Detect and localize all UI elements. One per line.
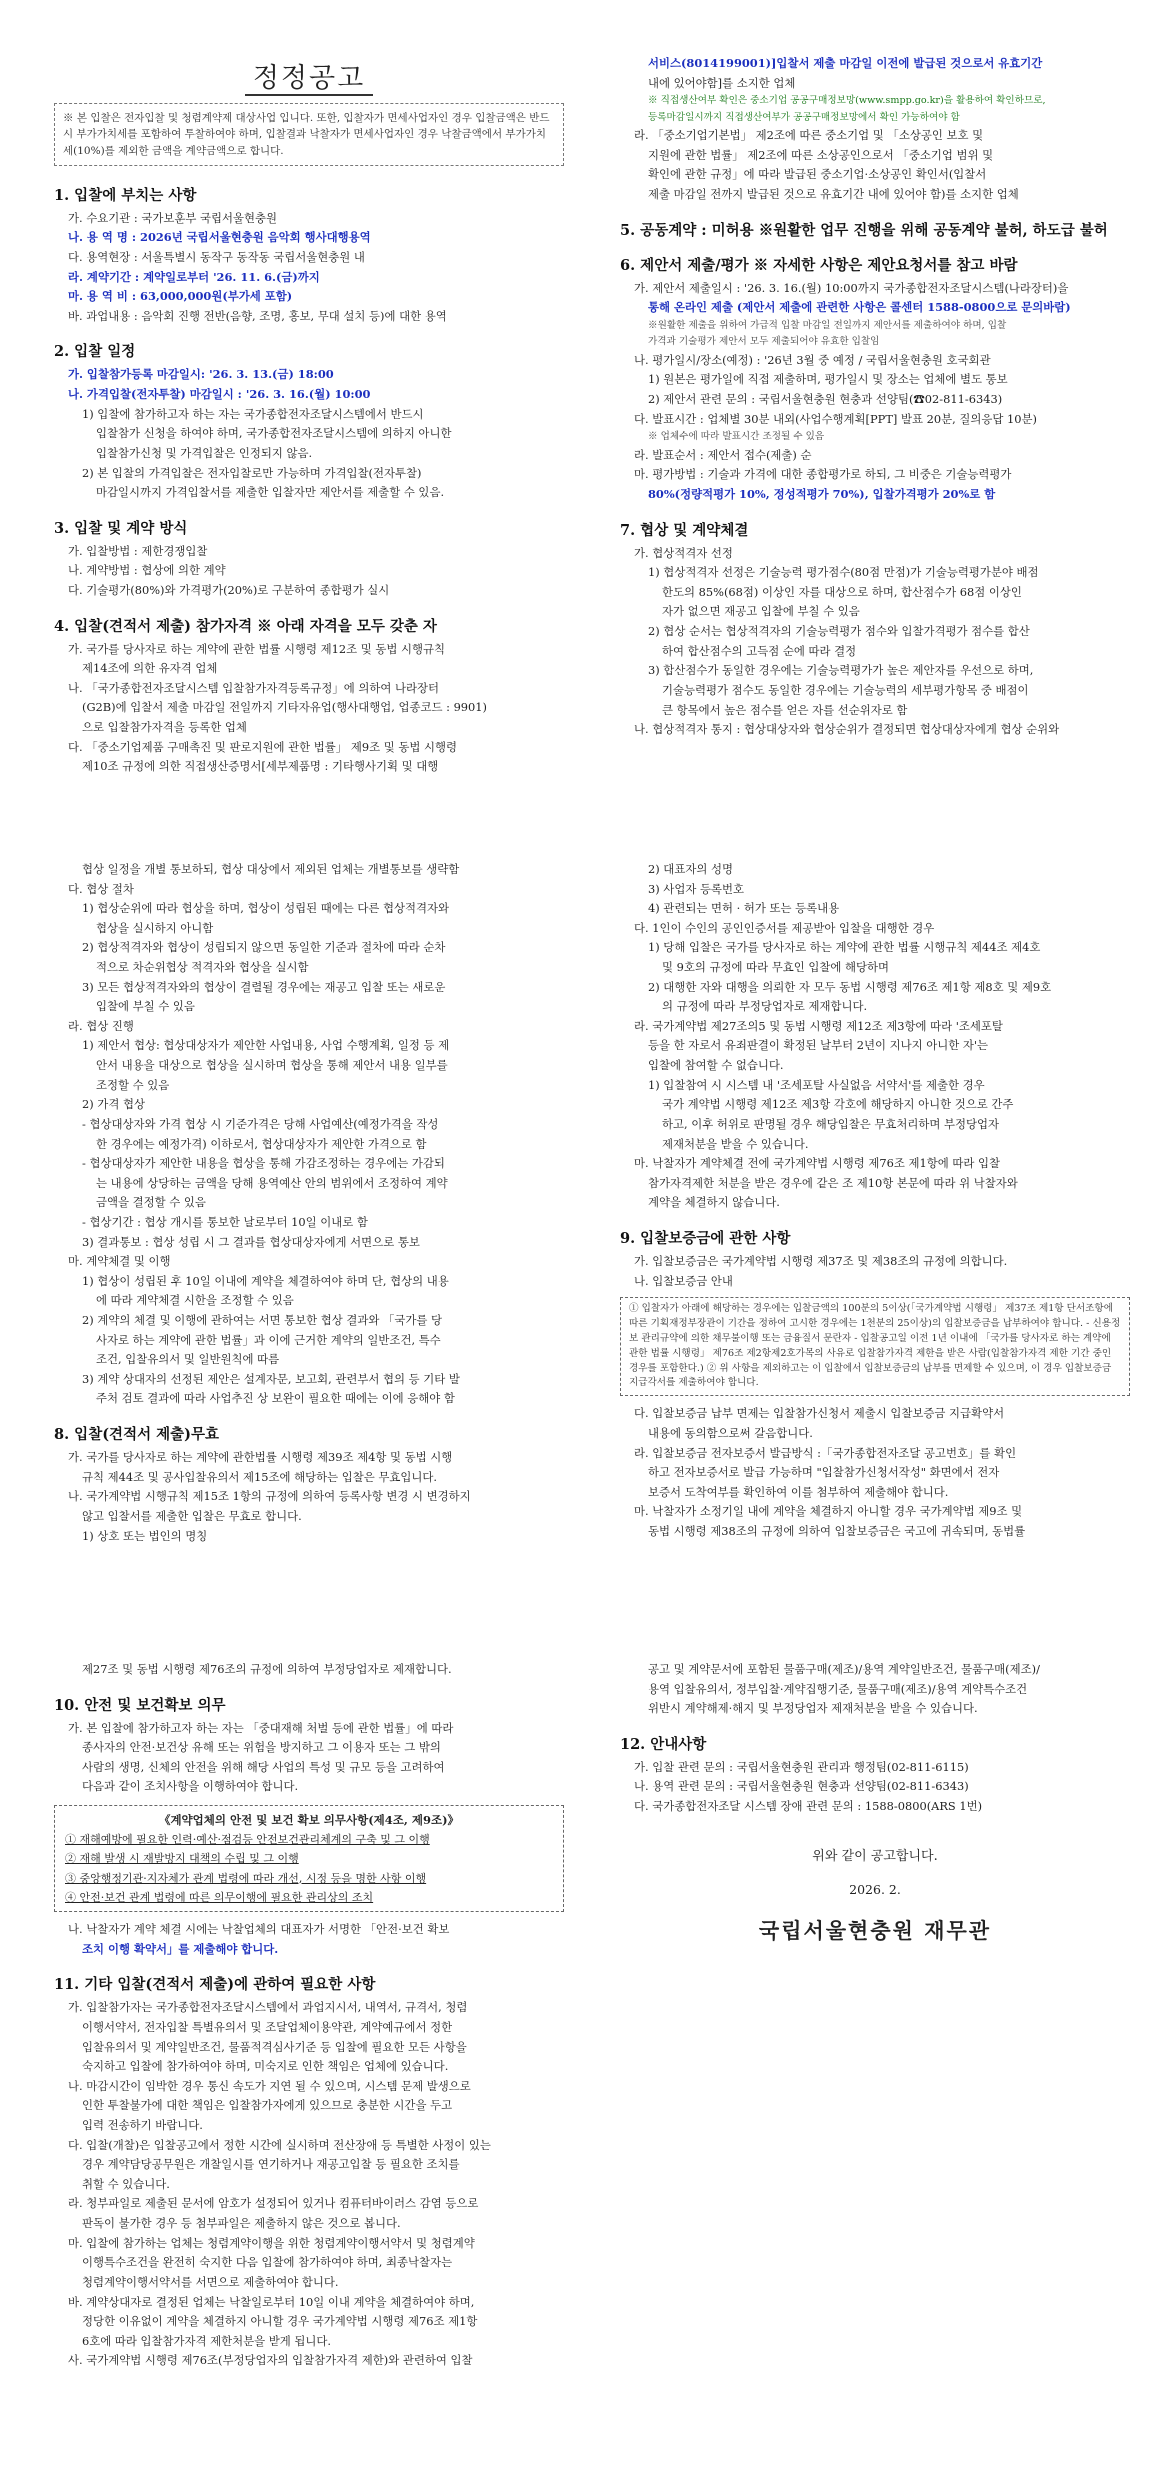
text-line: 사람의 생명, 신체의 안전을 위해 해당 사업의 특성 및 규모 등을 고려하여 bbox=[82, 1759, 445, 1774]
text-line: 나. 마감시간이 임박한 경우 통신 속도가 지연 될 수 있으며, 시스템 문제 발생으로 bbox=[68, 2078, 471, 2093]
p1-right-content bbox=[620, 54, 1130, 740]
section-heading: 9. 입찰보증금에 관한 사항 bbox=[620, 1229, 791, 1247]
section-heading: 6. 제안서 제출/평가 ※ 자세한 사항은 제안요청서를 참고 바람 bbox=[620, 256, 1018, 274]
bid-bond-info-box: ① 입찰자가 아래에 해당하는 경우에는 입찰금액의 100분의 5이상(「국가계약법 시행령」 제37조 제1항 단서조항에 따른 기획재정부장관이 기간을 정하여 고시한 경우에는 1천분의 25이상)의 입찰보증금을 납부하여야 합니다. - 신용정보 관리규약에 의한 채무불이행 또는 금융질서 문란자 - 입찰공고일 이전 1년 이내에 「국가를 당사자로 하는 계약에 관한 법률 시행령」 제76조 제2항제2호가목의 사유로 입찰참가자격 제한을 받은 사람(입찰참가자격 제한 기간 중인 경우를 포함한다.) ② 위 사항을 제외하고는 이 입찰에서 입찰보증금의 납부를 면제할 수 있으며, 이 경우 입찰보증금 지급각서를 제출하여야 합니다. bbox=[620, 1297, 1130, 1396]
text-line: 입력 전송하기 바랍니다. bbox=[82, 2118, 203, 2133]
text-line: 나. 용역 관련 문의 : 국립서울현충원 현충과 선양팀(02-811-6343) bbox=[634, 1779, 969, 1794]
text-line: 4) 관련되는 면허 · 허가 또는 등록내용 bbox=[648, 901, 840, 916]
text-line: 참가자격제한 처분을 받은 경우에 같은 조 제10항 본문에 따라 위 낙찰자와 bbox=[648, 1175, 1018, 1190]
section-heading: 1. 입찰에 부치는 사항 bbox=[54, 186, 197, 204]
text-line: 다. 「중소기업제품 구매촉진 및 판로지원에 관한 법률」 제9조 및 동법 시행령 bbox=[68, 739, 457, 754]
text-line: 1) 당해 입찰은 국가를 당사자로 하는 계약에 관한 법률 시행규칙 제44조 제4호 bbox=[648, 940, 1041, 955]
text-line: 2) 협상 순서는 협상적격자의 기술능력평가 점수와 입찰가격평가 점수를 합산 bbox=[648, 624, 1030, 639]
text-line: 협상 일정을 개별 통보하되, 협상 대상에서 제외된 업체는 개별통보를 생략함 bbox=[82, 862, 460, 876]
text-line: 1) 입찰에 참가하고자 하는 자는 국가종합전자조달시스템에서 반드시 bbox=[82, 406, 424, 421]
page-3-left-column bbox=[54, 1660, 564, 2371]
text-line: 라. 국가계약법 제27조의5 및 동법 시행령 제12조 제3항에 따라 '조세포탈 bbox=[634, 1018, 1003, 1033]
text-line: 입찰참가 신청을 하여야 하며, 국가종합전자조달시스템에 의하지 아니한 bbox=[96, 426, 452, 441]
text-line: ※ 직접생산여부 확인은 중소기업 공공구매정보망(www.smpp.go.kr)을 활용하여 확인하므로, bbox=[648, 95, 1046, 107]
safety-duty-box bbox=[54, 1805, 564, 1912]
text-line: 3) 결과통보 : 협상 성립 시 그 결과를 협상대상자에게 서면으로 통보 bbox=[82, 1234, 420, 1249]
text-line: 6호에 따라 입찰참가자격 제한처분을 받게 됩니다. bbox=[82, 2333, 332, 2348]
section-heading: 2. 입찰 일정 bbox=[54, 343, 136, 361]
p1-left-content bbox=[54, 184, 564, 777]
page-2-left-column bbox=[54, 860, 564, 1546]
text-line: 나. 협상적격자 통지 : 협상대상자와 협상순위가 결정되면 협상대상자에게 협상 순위와 bbox=[634, 722, 1060, 737]
text-line: 입찰에 부칠 수 있음 bbox=[96, 999, 195, 1014]
p3-right-content bbox=[620, 1660, 1130, 1817]
text-line: 인한 투찰불가에 대한 책임은 입찰참가자에게 있으므로 충분한 시간을 두고 bbox=[82, 2098, 453, 2113]
text-line: 다. 발표시간 : 업체별 30분 내외(사업수행계획[PPT] 발표 20분, 질의응답 10분) bbox=[634, 411, 1037, 426]
text-line: 이행서약서, 전자입찰 특별유의서 및 조달업체이용약관, 계약예규에서 정한 bbox=[82, 2020, 453, 2034]
text-line: 내에 있어야함]를 소지한 업체 bbox=[648, 75, 796, 90]
text-line: 지원에 관한 법률」 제2조에 따른 소상공인으로서 「중소기업 범위 및 bbox=[648, 147, 994, 162]
section-heading: 10. 안전 및 보건확보 의무 bbox=[54, 1696, 226, 1714]
text-line: 등을 한 자로서 유죄판결이 확정된 날부터 2년이 지나지 아니한 자'는 bbox=[648, 1038, 989, 1053]
text-line: 1) 협상순위에 따라 협상을 하며, 협상이 성립된 때에는 다른 협상적격자와 bbox=[82, 901, 449, 916]
safety-duty-item: ① 재해예방에 필요한 인력·예산·점검등 안전보건관리체계의 구축 및 그 이행 bbox=[65, 1833, 430, 1847]
text-line: 종사자의 안전·보건상 유해 또는 위험을 방지하고 그 이용자 또는 그 밖의 bbox=[82, 1740, 441, 1755]
text-line: 적으로 차순위협상 적격자와 협상을 실시함 bbox=[96, 960, 309, 975]
text-line: 한 경우에는 예정가격) 이하로서, 협상대상자가 제안한 가격으로 함 bbox=[96, 1136, 427, 1151]
text-line: 입찰참가신청 및 가격입찰은 인정되지 않음. bbox=[96, 445, 313, 460]
text-line: 하여 합산점수의 고득점 순에 따라 결정 bbox=[662, 643, 857, 658]
text-line: 내용에 동의함으로써 갈음합니다. bbox=[648, 1425, 813, 1440]
text-line: 판독이 불가한 경우 등 첨부파일은 제출하지 않은 것으로 봅니다. bbox=[82, 2216, 401, 2231]
section-heading: 4. 입찰(견적서 제출) 참가자격 ※ 아래 자격을 모두 갖춘 자 bbox=[54, 617, 437, 635]
text-line: 나. 가격입찰(전자투찰) 마감일시 : '26. 3. 16.(월) 10:00 bbox=[68, 387, 371, 402]
text-line: 1) 상호 또는 법인의 명칭 bbox=[82, 1528, 208, 1543]
text-line: 큰 항목에서 높은 점수를 얻은 자를 선순위자로 함 bbox=[662, 702, 908, 717]
text-line: 다. 국가종합전자조달 시스템 장애 관련 문의 : 1588-0800(ARS 1번) bbox=[634, 1799, 983, 1814]
text-line: 나. 용 역 명 : 2026년 국립서울현충원 음악회 행사대행용역 bbox=[68, 230, 371, 245]
text-line: 정당한 이유없이 계약을 체결하지 아니할 경우 국가계약법 시행령 제76조 제1항 bbox=[82, 2314, 478, 2329]
section-heading: 5. 공동계약 : 미허용 ※원활한 업무 진행을 위해 공동계약 불허, 하도급 불허 bbox=[620, 221, 1108, 239]
section-heading: 3. 입찰 및 계약 방식 bbox=[54, 519, 188, 537]
text-line: 는 내용에 상당하는 금액을 당해 용역예산 안의 범위에서 조정하여 계약 bbox=[96, 1175, 448, 1190]
text-line: 1) 협상이 성립된 후 10일 이내에 계약을 체결하여야 하며 단, 협상의 내용 bbox=[82, 1273, 449, 1288]
text-line: 1) 입찰참여 시 시스템 내 '조세포탈 사실없음 서약서'를 제출한 경우 bbox=[648, 1077, 985, 1092]
page-3-right-column bbox=[620, 1660, 1130, 1945]
text-line: 2) 대표자의 성명 bbox=[648, 862, 733, 876]
text-line: 자가 없으면 재공고 입찰에 부칠 수 있음 bbox=[662, 604, 860, 619]
text-line: 가. 입찰참가등록 마감일시: '26. 3. 13.(금) 18:00 bbox=[68, 367, 334, 382]
section-heading: 11. 기타 입찰(견적서 제출)에 관하여 필요한 사항 bbox=[54, 1976, 376, 1994]
text-line: 제14조에 의한 유자격 업체 bbox=[82, 661, 218, 676]
text-line: 가. 국가를 당사자로 하는 계약에 관한 법률 시행령 제12조 및 동법 시행규칙 bbox=[68, 641, 446, 656]
text-line: 으로 입찰참가자격을 등록한 업체 bbox=[82, 719, 247, 734]
text-line: (G2B)에 입찰서 제출 마감일 전일까지 기타자유업(행사대행업, 업종코드 : 9901) bbox=[82, 700, 487, 715]
text-line: 마. 입찰에 참가하는 업체는 청렴계약이행을 위한 청렴계약이행서약서 및 청렴계약 bbox=[68, 2235, 475, 2250]
text-line: 제출 마감일 전까지 발급된 것으로 유효기간 내에 있어야 함)를 소지한 업체 bbox=[648, 187, 1019, 202]
text-line: ※ 업체수에 따라 발표시간 조정될 수 있음 bbox=[648, 431, 825, 443]
text-line: 제10조 규정에 의한 직접생산증명서[세부제품명 : 기타행사기획 및 대행 bbox=[82, 759, 439, 774]
text-line: 다음과 같이 조치사항을 이행하여야 합니다. bbox=[82, 1779, 299, 1794]
text-line: 마. 용 역 비 : 63,000,000원(부가세 포함) bbox=[68, 289, 293, 304]
text-line: 취할 수 있습니다. bbox=[82, 2176, 170, 2191]
text-line: 라. 계약기간 : 계약일로부터 '26. 11. 6.(금)까지 bbox=[68, 269, 320, 284]
text-line: 나. 낙찰자가 계약 체결 시에는 낙찰업체의 대표자가 서명한 「안전·보건 확보 bbox=[68, 1922, 450, 1937]
text-line: 라. 입찰보증금 전자보증서 발급방식 :「국가종합전자조달 공고번호」를 확인 bbox=[634, 1445, 1017, 1460]
text-line: 숙지하고 입찰에 참가하여야 하며, 미숙지로 인한 책임은 업체에 있습니다. bbox=[82, 2059, 449, 2074]
text-line: 다. 기술평가(80%)와 가격평가(20%)로 구분하여 종합평가 실시 bbox=[68, 582, 390, 597]
text-line: 80%(정량적평가 10%, 정성적평가 70%), 입찰가격평가 20%로 함 bbox=[648, 487, 996, 502]
p3-left-content bbox=[54, 1660, 564, 2371]
text-line: 1) 제안서 협상: 협상대상자가 제안한 사업내용, 사업 수행계획, 일정 등 제 bbox=[82, 1038, 450, 1053]
p2-right-content bbox=[620, 860, 1130, 1542]
text-line: 한도의 85%(68점) 이상인 자를 대상으로 하며, 합산점수가 68점 이상인 bbox=[662, 584, 1022, 599]
text-line: 가. 입찰참가자는 국가종합전자조달시스템에서 과업지시서, 내역서, 규격서, 청렴 bbox=[68, 2000, 468, 2015]
text-line: 나. 평가일시/장소(예정) : '26년 3월 중 예정 / 국립서울현충원 호국회관 bbox=[634, 352, 991, 367]
text-line: 위반시 계약해제·해지 및 부정당업자 제재처분을 받을 수 있습니다. bbox=[648, 1701, 978, 1716]
text-line: ※원활한 제출을 위하여 가급적 입찰 마감일 전일까지 제안서를 제출하여야 하며, 입찰 bbox=[648, 319, 1007, 331]
text-line: 나. 계약방법 : 협상에 의한 계약 bbox=[68, 563, 226, 578]
text-line: 나. 「국가종합전자조달시스템 입찰참가자격등록규정」에 의하여 나라장터 bbox=[68, 680, 439, 695]
text-line: 1) 원본은 평가일에 직접 제출하며, 평가일시 및 장소는 업체에 별도 통보 bbox=[648, 372, 1008, 387]
text-line: 다. 입찰보증금 납부 면제는 입찰참가신청서 제출시 입찰보증금 지급확약서 bbox=[634, 1406, 1005, 1421]
text-line: 공고 및 계약문서에 포함된 물품구매(제조)/용역 계약일반조건, 물품구매(제조)/ bbox=[648, 1662, 1040, 1676]
text-line: - 협상대상자와 가격 협상 시 기준가격은 당해 사업예산(예정가격을 작성 bbox=[82, 1116, 439, 1131]
text-line: 2) 협상적격자와 협상이 성립되지 않으면 동일한 기준과 절차에 따라 순차 bbox=[82, 940, 446, 955]
text-line: 가격과 기술평가 제안서 모두 제출되어야 유효한 입찰임 bbox=[648, 336, 880, 348]
text-line: 라. 청부파일로 제출된 문서에 암호가 설정되어 있거나 컴퓨터바이러스 감염 등으로 bbox=[68, 2196, 479, 2211]
text-line: 협상을 실시하지 아니함 bbox=[96, 920, 214, 935]
notice-box: ※ 본 입찰은 전자입찰 및 청렴계약제 대상사업 입니다. 또한, 입찰자가 면세사업자인 경우 입찰금액은 반드시 부가가치세를 포함하여 투찰하여야 하며, 입찰결과 낙찰자가 면세사업자인 경우 낙찰금액에서 부가가치세(10%)를 제외한 금액을 계약금액으로 합니다. bbox=[54, 103, 564, 166]
section-heading: 8. 입찰(견적서 제출)무효 bbox=[54, 1426, 220, 1444]
text-line: 안서 내용을 대상으로 협상을 실시하며 협상을 통해 제안서 내용 일부를 bbox=[96, 1058, 448, 1073]
page-3 bbox=[0, 1660, 1168, 2478]
text-line: 가. 입찰방법 : 제한경쟁입찰 bbox=[68, 543, 208, 558]
text-line: 조건, 입찰유의서 및 일반원칙에 따름 bbox=[96, 1352, 280, 1367]
text-line: 3) 사업자 등록번호 bbox=[648, 881, 744, 896]
text-line: 규칙 제44조 및 공사입찰유의서 제15조에 해당하는 입찰은 무효입니다. bbox=[82, 1469, 438, 1484]
text-line: 나. 국가계약법 시행규칙 제15조 1항의 규정에 의하여 등록사항 변경 시 변경하지 bbox=[68, 1489, 471, 1504]
text-line: 사자로 하는 계약에 관한 법률」과 이에 근거한 계약의 일반조건, 특수 bbox=[96, 1332, 441, 1347]
text-line: 제재처분을 받을 수 있습니다. bbox=[662, 1136, 809, 1151]
text-line: 조치 이행 확약서」를 제출해야 합니다. bbox=[82, 1941, 279, 1956]
section-heading: 7. 협상 및 계약체결 bbox=[620, 521, 749, 539]
text-line: 이행특수조건을 완전히 숙지한 다음 입찰에 참가하여야 하며, 최종낙찰자는 bbox=[82, 2255, 453, 2270]
text-line: 2) 제안서 관련 문의 : 국립서울현충원 현충과 선양팀(☎02-811-6343) bbox=[648, 392, 1003, 407]
text-line: 조정할 수 있음 bbox=[96, 1077, 170, 1092]
p2-left-content bbox=[54, 860, 564, 1546]
text-line: - 협상대상자가 제안한 내용을 협상을 통해 가감조정하는 경우에는 가감되 bbox=[82, 1156, 445, 1171]
text-line: 나. 입찰보증금 안내 bbox=[634, 1273, 733, 1288]
text-line: 않고 입찰서를 제출한 입찰은 무효로 합니다. bbox=[82, 1508, 302, 1523]
page-2-right-column bbox=[620, 860, 1130, 1542]
text-line: - 협상기간 : 협상 개시를 통보한 날로부터 10일 이내로 함 bbox=[82, 1214, 368, 1229]
text-line: 통해 온라인 제출 (제안서 제출에 관련한 사항은 콜센터 1588-0800으로 문의바람) bbox=[648, 300, 1071, 315]
text-line: 의 규정에 따라 부정당업자로 제재합니다. bbox=[662, 999, 868, 1014]
text-line: 용역 입찰유의서, 정부입찰·계약집행기준, 물품구매(제조)/용역 계약특수조건 bbox=[648, 1681, 1028, 1696]
text-line: 3) 합산점수가 동일한 경우에는 기술능력평가가 높은 제안자를 우선으로 하며, bbox=[648, 663, 1034, 678]
text-line: 마감일시까지 가격입찰서를 제출한 입찰자만 제안서를 제출할 수 있음. bbox=[96, 485, 445, 500]
text-line: 2) 대행한 자와 대행을 의뢰한 자 모두 동법 시행령 제76조 제1항 제8호 및 제9호 bbox=[648, 979, 1052, 994]
safety-duty-item: ④ 안전·보건 관계 법령에 따른 의무이행에 필요한 관리상의 조치 bbox=[65, 1890, 374, 1904]
safety-box-title: 《계약업체의 안전 및 보건 확보 의무사항(제4조, 제9조)》 bbox=[158, 1813, 460, 1828]
page-title: 정정공고 bbox=[54, 56, 564, 95]
text-line: 다. 협상 절차 bbox=[68, 881, 134, 896]
text-line: 등록마감일시까지 직접생산여부가 공공구매정보망에서 확인 가능하여야 함 bbox=[648, 111, 960, 123]
text-line: 2) 본 입찰의 가격입찰은 전자입찰로만 가능하며 가격입찰(전자투찰) bbox=[82, 465, 422, 480]
text-line: 3) 계약 상대자의 선정된 제안은 설계자문, 보고회, 관련부서 협의 등 기타 발 bbox=[82, 1371, 460, 1386]
text-line: 바. 과업내용 : 음악회 진행 전반(음향, 조명, 홍보, 무대 설치 등)에 대한 용역 bbox=[68, 308, 447, 323]
text-line: 청렴계약이행서약서를 서면으로 제출하여야 합니다. bbox=[82, 2274, 339, 2289]
text-line: 가. 수요기관 : 국가보훈부 국립서울현충원 bbox=[68, 210, 277, 225]
text-line: 마. 낙찰자가 소정기일 내에 계약을 체결하지 아니할 경우 국가계약법 제9조 및 bbox=[634, 1504, 1023, 1519]
text-line: 하고 전자보증서로 발급 가능하며 "입찰참가신청서작성" 화면에서 전자 bbox=[648, 1465, 1000, 1480]
text-line: 보증서 도착여부를 확인하여 이를 첨부하여 제출해야 합니다. bbox=[648, 1484, 949, 1499]
section-heading: 12. 안내사항 bbox=[620, 1735, 707, 1753]
text-line: 및 9호의 규정에 따라 무효인 입찰에 해당하며 bbox=[662, 960, 890, 975]
text-line: 마. 계약체결 및 이행 bbox=[68, 1254, 171, 1269]
text-line: 가. 입찰 관련 문의 : 국립서울현충원 관리과 행정팀(02-811-6115) bbox=[634, 1759, 969, 1774]
page-1-right-column bbox=[620, 54, 1130, 740]
text-line: 가. 본 입찰에 참가하고자 하는 자는 「중대재해 처벌 등에 관한 법률」에 따라 bbox=[68, 1720, 454, 1735]
page-1-left-column bbox=[54, 0, 564, 777]
text-line: 제27조 및 동법 시행령 제76조의 규정에 의하여 부정당업자로 제재합니다. bbox=[82, 1662, 452, 1676]
text-line: 계약을 체결하지 않습니다. bbox=[648, 1195, 780, 1210]
text-line: 2) 계약의 체결 및 이행에 관하여는 서면 통보한 협상 결과와 「국가를 당 bbox=[82, 1313, 443, 1328]
page-1 bbox=[0, 0, 1168, 790]
text-line: 가. 국가를 당사자로 하는 계약에 관한법률 시행령 제39조 제4항 및 동법 시행 bbox=[68, 1450, 453, 1465]
text-line: 라. 협상 진행 bbox=[68, 1018, 134, 1033]
text-line: 국가 계약법 시행령 제12조 제3항 각호에 해당하지 아니한 것으로 간주 bbox=[662, 1097, 1014, 1112]
text-line: 마. 낙찰자가 계약체결 전에 국가계약법 시행령 제76조 제1항에 따라 입찰 bbox=[634, 1156, 1001, 1171]
text-line: 가. 협상적격자 선정 bbox=[634, 545, 733, 560]
text-line: 바. 계약상대자로 결정된 업체는 낙찰일로부터 10일 이내 계약을 체결하여야 하며, bbox=[68, 2294, 475, 2309]
text-line: 다. 용역현장 : 서울특별시 동작구 동작동 국립서울현충원 내 bbox=[68, 250, 365, 265]
text-line: 마. 평가방법 : 기술과 가격에 대한 종합평가로 하되, 그 비중은 기술능력평가 bbox=[634, 467, 1012, 482]
text-line: 금액을 결정할 수 있음 bbox=[96, 1195, 206, 1210]
text-line: 동법 시행령 제38조의 규정에 의하여 입찰보증금은 국고에 귀속되며, 동법률 bbox=[648, 1524, 1026, 1538]
text-line: 가. 입찰보증금은 국가계약법 시행령 제37조 및 제38조의 규정에 의합니다. bbox=[634, 1253, 1008, 1268]
page-2 bbox=[0, 860, 1168, 1580]
safety-duty-item: ③ 중앙행정기관·지자체가 관계 법령에 따라 개선, 시정 등을 명한 사항 이행 bbox=[65, 1871, 427, 1885]
text-line: 가. 제안서 제출일시 : '26. 3. 16.(월) 10:00까지 국가종합전자조달시스템(나라장터)을 bbox=[634, 280, 1069, 295]
text-line: 입찰유의서 및 계약일반조건, 물품적격심사기준 등 입찰에 필요한 모든 사항을 bbox=[82, 2039, 467, 2054]
text-line: 라. 「중소기업기본법」 제2조에 따른 중소기업 및 「소상공인 보호 및 bbox=[634, 128, 984, 143]
text-line: 라. 발표순서 : 제안서 접수(제출) 순 bbox=[634, 447, 812, 462]
text-line: 2) 가격 협상 bbox=[82, 1097, 145, 1112]
issuer-signature: 국립서울현충원 재무관 bbox=[758, 1917, 992, 1943]
closing-text: 위와 같이 공고합니다. bbox=[812, 1848, 938, 1864]
text-line: 입찰에 참여할 수 없습니다. bbox=[648, 1058, 784, 1073]
text-line: 서비스(8014199001)]입찰서 제출 마감일 이전에 발급된 것으로서 유효기간 bbox=[648, 56, 1043, 70]
text-line: 1) 협상적격자 선정은 기술능력 평가점수(80점 만점)가 기술능력평가분야 배점 bbox=[648, 565, 1039, 580]
text-line: 경우 계약담당공무원은 개찰일시를 연기하거나 재공고입찰 등 필요한 조치를 bbox=[82, 2157, 460, 2172]
announcement-date: 2026. 2. bbox=[849, 1881, 901, 1897]
text-line: 다. 입찰(개찰)은 입찰공고에서 정한 시간에 실시하며 전산장애 등 특별한 사정이 있는 bbox=[68, 2137, 491, 2152]
text-line: 다. 1인이 수인의 공인인증서를 제공받아 입찰을 대행한 경우 bbox=[634, 920, 935, 935]
text-line: 확인에 관한 규정」에 따라 발급된 중소기업·소상공인 확인서(입찰서 bbox=[648, 167, 987, 182]
text-line: 주처 검토 결과에 따라 사업추진 상 보완이 필요한 때에는 이에 응해야 함 bbox=[96, 1391, 455, 1406]
text-line: 사. 국가계약법 시행령 제76조(부정당업자의 입찰참가자격 제한)와 관련하여 입찰 bbox=[68, 2353, 473, 2368]
text-line: 기술능력평가 점수도 동일한 경우에는 기술능력의 세부평가항목 중 배점이 bbox=[662, 682, 1029, 697]
text-line: 3) 모든 협상적격자와의 협상이 결렬될 경우에는 재공고 입찰 또는 새로운 bbox=[82, 979, 446, 994]
text-line: 하고, 이후 허위로 판명될 경우 해당입찰은 무효처리하며 부정당업자 bbox=[662, 1116, 1000, 1131]
text-line: 에 따라 계약체결 시한을 조정할 수 있음 bbox=[96, 1293, 294, 1308]
safety-duty-item: ② 재해 발생 시 재발방지 대책의 수립 및 그 이행 bbox=[65, 1852, 299, 1866]
